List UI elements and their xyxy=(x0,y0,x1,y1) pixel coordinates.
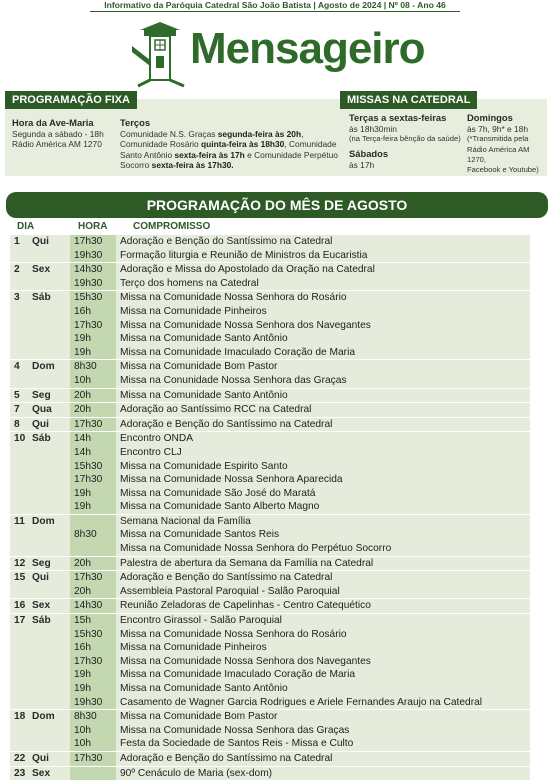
day-group xyxy=(10,403,530,418)
event-cell: Adoração e Benção do Santíssimo na Catedral xyxy=(120,236,333,247)
time-cell: 15h30 xyxy=(70,460,116,474)
day-cell xyxy=(10,515,70,529)
weekday: Sáb xyxy=(32,292,51,304)
schedule-row xyxy=(10,487,530,501)
programacao-fixa-tag: PROGRAMAÇÃO FIXA xyxy=(5,91,137,109)
schedule-row xyxy=(10,249,530,263)
time-cell: 20h xyxy=(70,585,116,599)
event-cell: Encontro Girassol - Salão Paroquial xyxy=(120,615,282,627)
day-number: 15 xyxy=(14,572,26,584)
day-group xyxy=(10,418,530,433)
weekday: Qui xyxy=(32,572,49,584)
time-cell: 14h xyxy=(70,446,116,460)
event-cell: Missa na Comunidade Santo Antônio xyxy=(120,333,288,345)
schedule-row xyxy=(10,668,530,682)
time-cell: 20h xyxy=(70,557,116,571)
event-cell: Missa na Comunidade Nossa Senhora das Graças xyxy=(120,724,350,736)
time-cell: 19h xyxy=(70,332,116,346)
day-number: 1 xyxy=(14,236,20,247)
domingos-time: às 7h, 9h* e 18h xyxy=(467,124,529,134)
schedule-row xyxy=(10,460,530,474)
day-group xyxy=(10,752,530,767)
ave-maria-block xyxy=(12,117,112,150)
schedule-row xyxy=(10,599,530,613)
day-cell xyxy=(10,432,70,446)
domingos-note: Facebook e Youtube) xyxy=(467,165,539,175)
day-group xyxy=(10,263,530,291)
event-cell: Adoração e Benção do Santíssimo na Catedral xyxy=(120,752,333,764)
event-cell: Missa na Comunidade Imaculado Coração de Maria xyxy=(120,346,355,358)
time-cell: 17h30 xyxy=(70,319,116,333)
event-cell: Missa na Comunidade Bom Pastor xyxy=(120,711,278,723)
time-cell: 10h xyxy=(70,374,116,388)
domingos-note: Rádio América AM 1270, xyxy=(467,144,530,164)
day-cell xyxy=(10,403,70,417)
domingos-block xyxy=(467,112,547,175)
event-cell: Missa na Comunidade Santo Antônio xyxy=(120,683,288,694)
event-cell: Festa da Sociedade de Santos Reis - Missa e Culto xyxy=(120,738,354,750)
tercos-text: , Comunidade xyxy=(284,139,337,150)
weekday: Qui xyxy=(32,752,49,764)
event-cell: Missa na Comunidade Santos Reis xyxy=(120,529,280,541)
day-number: 23 xyxy=(14,767,26,779)
tercos-title: Terços xyxy=(120,117,151,128)
schedule-row xyxy=(10,235,530,249)
day-group xyxy=(10,291,530,360)
schedule-row xyxy=(10,319,530,333)
day-cell xyxy=(10,724,70,738)
day-number: 3 xyxy=(14,292,20,304)
schedule-row xyxy=(10,277,530,291)
time-cell: 19h30 xyxy=(70,277,116,291)
weekday: Sex xyxy=(32,600,51,612)
day-cell xyxy=(10,418,70,432)
weekday: Seg xyxy=(32,557,51,569)
schedule-row xyxy=(10,515,530,529)
day-cell xyxy=(10,346,70,360)
schedule-row xyxy=(10,585,530,599)
event-cell: Palestra de abertura da Semana da Família na Catedral xyxy=(120,557,374,569)
day-cell xyxy=(10,249,70,263)
day-cell xyxy=(10,628,70,642)
weekday: Seg xyxy=(32,389,51,401)
day-cell xyxy=(10,277,70,291)
time-cell: 8h30 xyxy=(70,360,116,374)
event-cell: Formação liturgia e Reunião de Ministros da Eucaristia xyxy=(120,249,368,261)
day-number: 4 xyxy=(14,361,20,373)
day-cell xyxy=(10,668,70,682)
time-cell xyxy=(70,542,116,556)
schedule-row xyxy=(10,389,530,403)
col-header-hora: HORA xyxy=(78,221,108,232)
day-group xyxy=(10,432,530,515)
day-cell xyxy=(10,460,70,474)
time-cell: 19h xyxy=(70,500,116,514)
day-cell xyxy=(10,655,70,669)
event-cell: Encontro CLJ xyxy=(120,446,182,458)
time-cell: 14h30 xyxy=(70,599,116,613)
time-cell: 16h xyxy=(70,641,116,655)
tercas-block xyxy=(349,112,464,170)
weekday: Dom xyxy=(32,361,55,373)
tercos-time: quinta-feira às 18h30 xyxy=(201,139,285,150)
day-cell xyxy=(10,360,70,374)
day-cell xyxy=(10,332,70,346)
schedule-row xyxy=(10,500,530,514)
time-cell: 17h30 xyxy=(70,655,116,669)
time-cell: 10h xyxy=(70,737,116,751)
time-cell: 19h xyxy=(70,346,116,360)
tercos-text: Santo Antônio xyxy=(120,149,175,160)
day-number: 12 xyxy=(14,557,26,569)
weekday: Qui xyxy=(32,418,49,430)
day-cell xyxy=(10,557,70,571)
cathedral-logo-icon xyxy=(130,16,190,86)
day-number: 16 xyxy=(14,600,26,612)
schedule-row xyxy=(10,724,530,738)
event-cell: Terço dos homens na Catedral xyxy=(120,277,259,289)
time-cell xyxy=(70,515,116,529)
day-number: 10 xyxy=(14,433,26,445)
schedule-row xyxy=(10,446,530,460)
event-cell: Missa na Conunidade Nossa Senhora das Graças xyxy=(120,374,347,386)
event-cell: Missa na Comunidade Nossa Senhora Aparecida xyxy=(120,474,343,486)
time-cell xyxy=(70,767,116,781)
event-cell: Adoração e Benção do Santíssimo na Catedral xyxy=(120,418,333,430)
tercos-time: sexta-feira às 17h xyxy=(174,149,245,160)
day-cell xyxy=(10,752,70,766)
schedule-row xyxy=(10,710,530,724)
weekday: Qua xyxy=(32,404,52,416)
ave-maria-time: Segunda a sábado - 18h xyxy=(12,129,104,139)
schedule-row xyxy=(10,614,530,628)
schedule-row xyxy=(10,291,530,305)
day-group xyxy=(10,614,530,710)
day-group xyxy=(10,767,530,781)
time-cell: 15h30 xyxy=(70,291,116,305)
schedule-row xyxy=(10,542,530,556)
weekday: Sex xyxy=(32,767,51,779)
tercos-time: segunda-feira às 20h xyxy=(217,129,302,139)
time-cell: 8h30 xyxy=(70,528,116,542)
schedule-row xyxy=(10,374,530,388)
time-cell: 16h xyxy=(70,305,116,319)
tercos-text: Socorro xyxy=(120,159,152,170)
tercos-text: , xyxy=(301,129,304,139)
schedule-row xyxy=(10,332,530,346)
time-cell: 19h30 xyxy=(70,249,116,263)
day-cell xyxy=(10,696,70,710)
day-number: 17 xyxy=(14,615,26,627)
time-cell: 15h xyxy=(70,614,116,628)
event-cell: Missa na Comunidade Pinheiros xyxy=(120,642,267,654)
missas-catedral-tag: MISSAS NA CATEDRAL xyxy=(340,91,477,109)
time-cell: 20h xyxy=(70,403,116,417)
day-group xyxy=(10,557,530,572)
tercos-time: sexta-feira às 17h30. xyxy=(151,159,234,170)
tercos-block xyxy=(120,117,340,170)
time-cell: 17h30 xyxy=(70,571,116,585)
day-cell xyxy=(10,641,70,655)
day-number: 2 xyxy=(14,264,20,276)
event-cell: Adoração e Missa do Apostolado da Oração na Catedral xyxy=(120,264,375,276)
day-cell xyxy=(10,319,70,333)
time-cell: 19h xyxy=(70,682,116,696)
time-cell: 8h30 xyxy=(70,710,116,724)
event-cell: Missa na Comunidade Imaculado Coração de Maria xyxy=(120,669,355,681)
tercas-time: às 18h30min xyxy=(349,124,397,134)
day-cell xyxy=(10,389,70,403)
time-cell: 14h xyxy=(70,432,116,446)
day-number: 22 xyxy=(14,752,26,764)
event-cell: Missa na Comunidade Nossa Senhora do Rosário xyxy=(120,292,347,304)
day-cell xyxy=(10,528,70,542)
event-cell: Adoração e Benção do Santíssimo na Catedral xyxy=(120,572,333,584)
schedule-row xyxy=(10,682,530,696)
day-group xyxy=(10,571,530,599)
event-cell: Encontro ONDA xyxy=(120,433,194,445)
day-group xyxy=(10,235,530,263)
day-number: 7 xyxy=(14,404,20,416)
schedule-row xyxy=(10,418,530,432)
weekday: Sex xyxy=(32,264,51,276)
day-group xyxy=(10,389,530,404)
schedule-row xyxy=(10,473,530,487)
schedule-row xyxy=(10,696,530,710)
issue-info-line: Informativo da Paróquia Catedral São João Batista | Agosto de 2024 | Nº 08 - Ano 46 xyxy=(90,0,460,12)
event-cell: Missa na Comunidade Santo Antônio xyxy=(120,389,288,401)
schedule-row xyxy=(10,263,530,277)
tercos-text: e Comunidade Perpétuo xyxy=(244,149,338,160)
event-cell: Reunião Zeladoras de Capelinhas - Centro Catequético xyxy=(120,600,371,612)
newsletter-title: Mensageiro xyxy=(190,24,425,73)
month-programme-title: PROGRAMAÇÃO DO MÊS DE AGOSTO xyxy=(6,192,548,218)
event-cell: Missa na Comunidade Nossa Senhora do Rosário xyxy=(120,628,347,640)
sabados-time: às 17h xyxy=(349,159,375,170)
day-number: 8 xyxy=(14,418,20,430)
col-header-dia: DIA xyxy=(17,221,35,232)
event-cell: Missa na Comunidade Pinheiros xyxy=(120,305,267,317)
day-number: 11 xyxy=(14,515,25,527)
day-cell xyxy=(10,291,70,305)
weekday: Dom xyxy=(32,515,55,527)
schedule-row xyxy=(10,628,530,642)
event-cell: Missa na Comunidade Espirito Santo xyxy=(120,460,288,472)
time-cell: 17h30 xyxy=(70,418,116,432)
schedule-row xyxy=(10,557,530,571)
tercos-text: Comunidade Rosário xyxy=(120,139,202,150)
event-cell: Missa na Comunidade Nossa Senhora dos Navegantes xyxy=(120,319,371,331)
schedule-table xyxy=(10,235,530,781)
time-cell: 20h xyxy=(70,389,116,403)
schedule-row xyxy=(10,752,530,766)
day-cell xyxy=(10,737,70,751)
schedule-row xyxy=(10,305,530,319)
event-cell: Semana Nacional da Família xyxy=(120,515,251,527)
event-cell: Casamento de Wagner Garcia Rodrigues e Ariele Fernandes Araujo na Catedral xyxy=(120,696,483,708)
day-group xyxy=(10,710,530,752)
day-cell xyxy=(10,542,70,556)
time-cell: 19h30 xyxy=(70,696,116,710)
day-cell xyxy=(10,500,70,514)
schedule-row xyxy=(10,432,530,446)
event-cell: Missa na Comunidade Santo Alberto Magno xyxy=(120,501,320,513)
day-number: 5 xyxy=(14,389,20,401)
ave-maria-title: Hora da Ave-Maria xyxy=(12,117,94,128)
time-cell: 17h30 xyxy=(70,752,116,766)
weekday: Dom xyxy=(32,711,55,723)
schedule-row xyxy=(10,528,530,542)
weekday: Qui xyxy=(32,236,49,247)
schedule-row xyxy=(10,655,530,669)
day-cell xyxy=(10,614,70,628)
event-cell: Missa na Comunidade São José do Maratá xyxy=(120,487,316,499)
schedule-row xyxy=(10,737,530,751)
event-cell: Missa na Comunidade Nossa Senhora do Perpétuo Socorro xyxy=(120,543,392,555)
weekday: Sáb xyxy=(32,615,51,627)
day-group xyxy=(10,515,530,557)
schedule-row xyxy=(10,767,530,781)
day-cell xyxy=(10,571,70,585)
time-cell: 17h30 xyxy=(70,235,116,249)
tercas-title: Terças a sextas-feiras xyxy=(349,112,447,123)
day-group xyxy=(10,360,530,388)
day-cell xyxy=(10,235,70,249)
day-cell xyxy=(10,767,70,781)
time-cell: 10h xyxy=(70,724,116,738)
schedule-row xyxy=(10,346,530,360)
time-cell: 15h30 xyxy=(70,628,116,642)
time-cell: 19h xyxy=(70,487,116,501)
day-cell xyxy=(10,473,70,487)
tercas-note: (na Terça-feira bênção da saúde) xyxy=(349,134,461,144)
day-cell xyxy=(10,487,70,501)
day-cell xyxy=(10,682,70,696)
day-cell xyxy=(10,263,70,277)
time-cell: 14h30 xyxy=(70,263,116,277)
weekday: Sáb xyxy=(32,433,51,445)
day-cell xyxy=(10,374,70,388)
event-cell: Missa na Comunidade Bom Pastor xyxy=(120,361,278,373)
day-cell xyxy=(10,710,70,724)
event-cell: Assembleia Pastoral Paroquial - Salão Paroquial xyxy=(120,585,340,597)
event-cell: 90º Cenáculo de Maria (sex-dom) xyxy=(120,767,273,779)
day-group xyxy=(10,599,530,614)
schedule-row xyxy=(10,360,530,374)
day-cell xyxy=(10,446,70,460)
col-header-compromisso: COMPROMISSO xyxy=(133,221,211,232)
time-cell: 19h xyxy=(70,668,116,682)
sabados-title: Sábados xyxy=(349,147,389,159)
time-cell: 17h30 xyxy=(70,473,116,487)
day-cell xyxy=(10,305,70,319)
schedule-row xyxy=(10,571,530,585)
event-cell: Adoração ao Santíssimo RCC na Catedral xyxy=(120,404,312,416)
schedule-row xyxy=(10,641,530,655)
ave-maria-radio: Rádio América AM 1270 xyxy=(12,139,102,150)
day-cell xyxy=(10,599,70,613)
domingos-title: Domingos xyxy=(467,112,513,123)
event-cell: Missa na Comunidade Nossa Senhora dos Navegantes xyxy=(120,655,371,667)
day-number: 18 xyxy=(14,711,26,723)
domingos-note: (*Transmitida pela xyxy=(467,134,529,144)
tercos-text: Comunidade N.S. Graças xyxy=(120,129,218,139)
schedule-row xyxy=(10,403,530,417)
day-cell xyxy=(10,585,70,599)
